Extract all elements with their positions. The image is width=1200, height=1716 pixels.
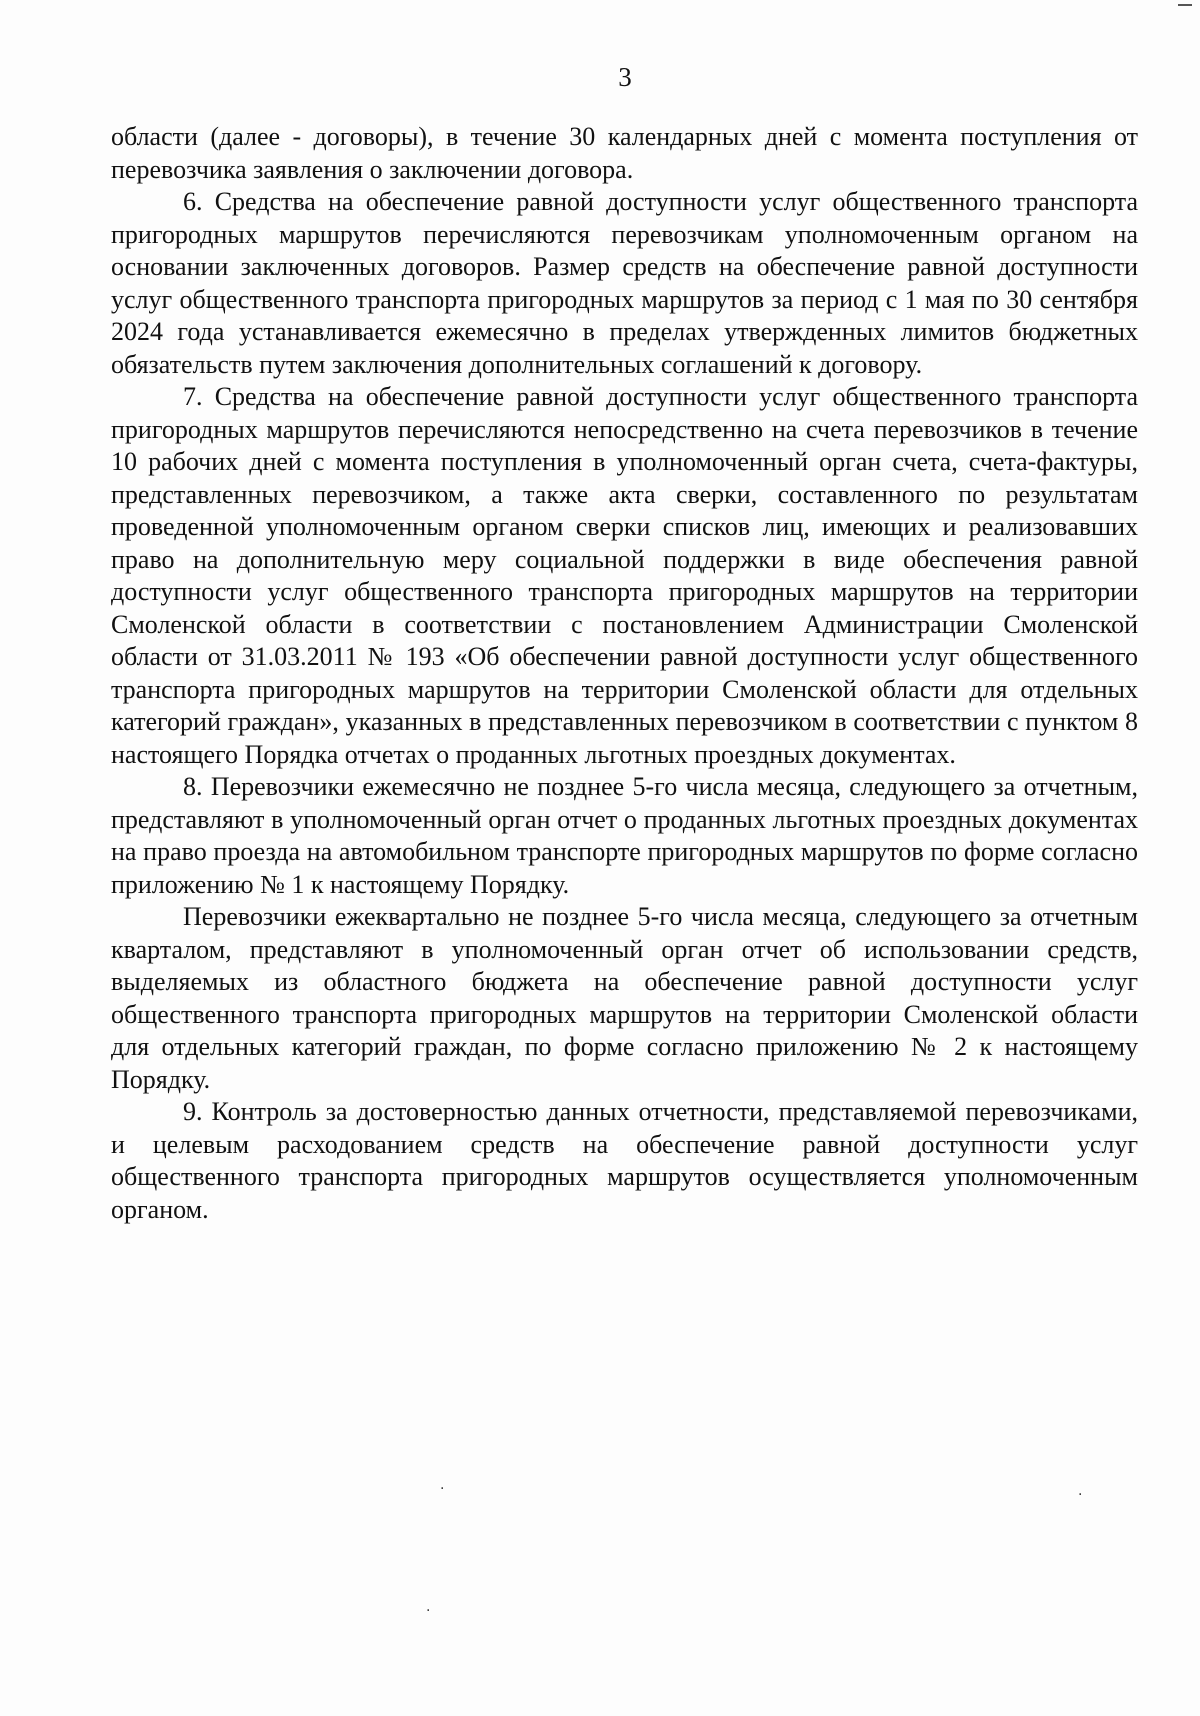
paragraph-item-9: 9. Контроль за достоверностью данных отчетности, представляемой перевозчиками, и целевым расходованием средств на обеспечение равной доступности услуг общественного транспорта пригородных маршрутов осуществляется уполномоченным органом.: [111, 1097, 1138, 1224]
scan-speck: ·: [1078, 1487, 1083, 1503]
paragraph-item-7: 7. Средства на обеспечение равной доступности услуг общественного транспорта пригородных маршрутов перечисляются непосредственно на счета перевозчиков в течение 10 рабочих дней с момента поступления в уполномоченный орган счета, счета-фактуры, представленных перевозчиком, а также акта сверки, составленного по результатам проведенной уполномоченным органом сверки списков лиц, имеющих и реализовавших право на дополнительную меру социальной поддержки в виде обеспечения равной доступности услуг общественного транспорта пригородных маршрутов на территории Смоленской области в соответствии с постановлением Администрации Смоленской области от 31.03.2011 № 193 «Об обеспечении равной доступности услуг общественного транспорта пригородных маршрутов на территории Смоленской области для отдельных категорий граждан», указанных в представленных перевозчиком в соответствии с пунктом 8 настоящего Порядка отчетах о проданных льготных проездных документах.: [111, 382, 1138, 769]
scan-corner-mark: [1178, 4, 1192, 6]
paragraph-item-6: 6. Средства на обеспечение равной доступности услуг общественного транспорта пригородных маршрутов перечисляются перевозчикам уполномоченным органом на основании заключенных договоров. Размер средств на обеспечение равной доступности услуг общественного транспорта пригородных маршрутов за период с 1 мая по 30 сентября 2024 года устанавливается ежемесячно в пределах утвержденных лимитов бюджетных обязательств путем заключения дополнительных соглашений к договору.: [111, 187, 1138, 379]
paragraph-item-8: 8. Перевозчики ежемесячно не позднее 5-го числа месяца, следующего за отчетным, представляют в уполномоченный орган отчет о проданных льготных проездных документах на право проезда на автомобильном транспорте пригородных маршрутов по форме согласно приложению № 1 к настоящему Порядку.: [111, 772, 1138, 899]
paragraph-continuation: области (далее - договоры), в течение 30 календарных дней с момента поступления от перевозчика заявления о заключении договора.: [111, 122, 1138, 184]
scan-speck: ·: [440, 1481, 445, 1497]
page-number: 3: [618, 62, 632, 92]
scan-speck: ·: [426, 1603, 431, 1619]
paragraph-item-8-quarterly: Перевозчики ежеквартально не позднее 5-го числа месяца, следующего за отчетным кварталом, представляют в уполномоченный орган отчет об использовании средств, выделяемых из областного бюджета на обеспечение равной доступности услуг общественного транспорта пригородных маршрутов на территории Смоленской области для отдельных категорий граждан, по форме согласно приложению № 2 к настоящему Порядку.: [111, 902, 1138, 1094]
document-body: [111, 121, 1138, 1226]
